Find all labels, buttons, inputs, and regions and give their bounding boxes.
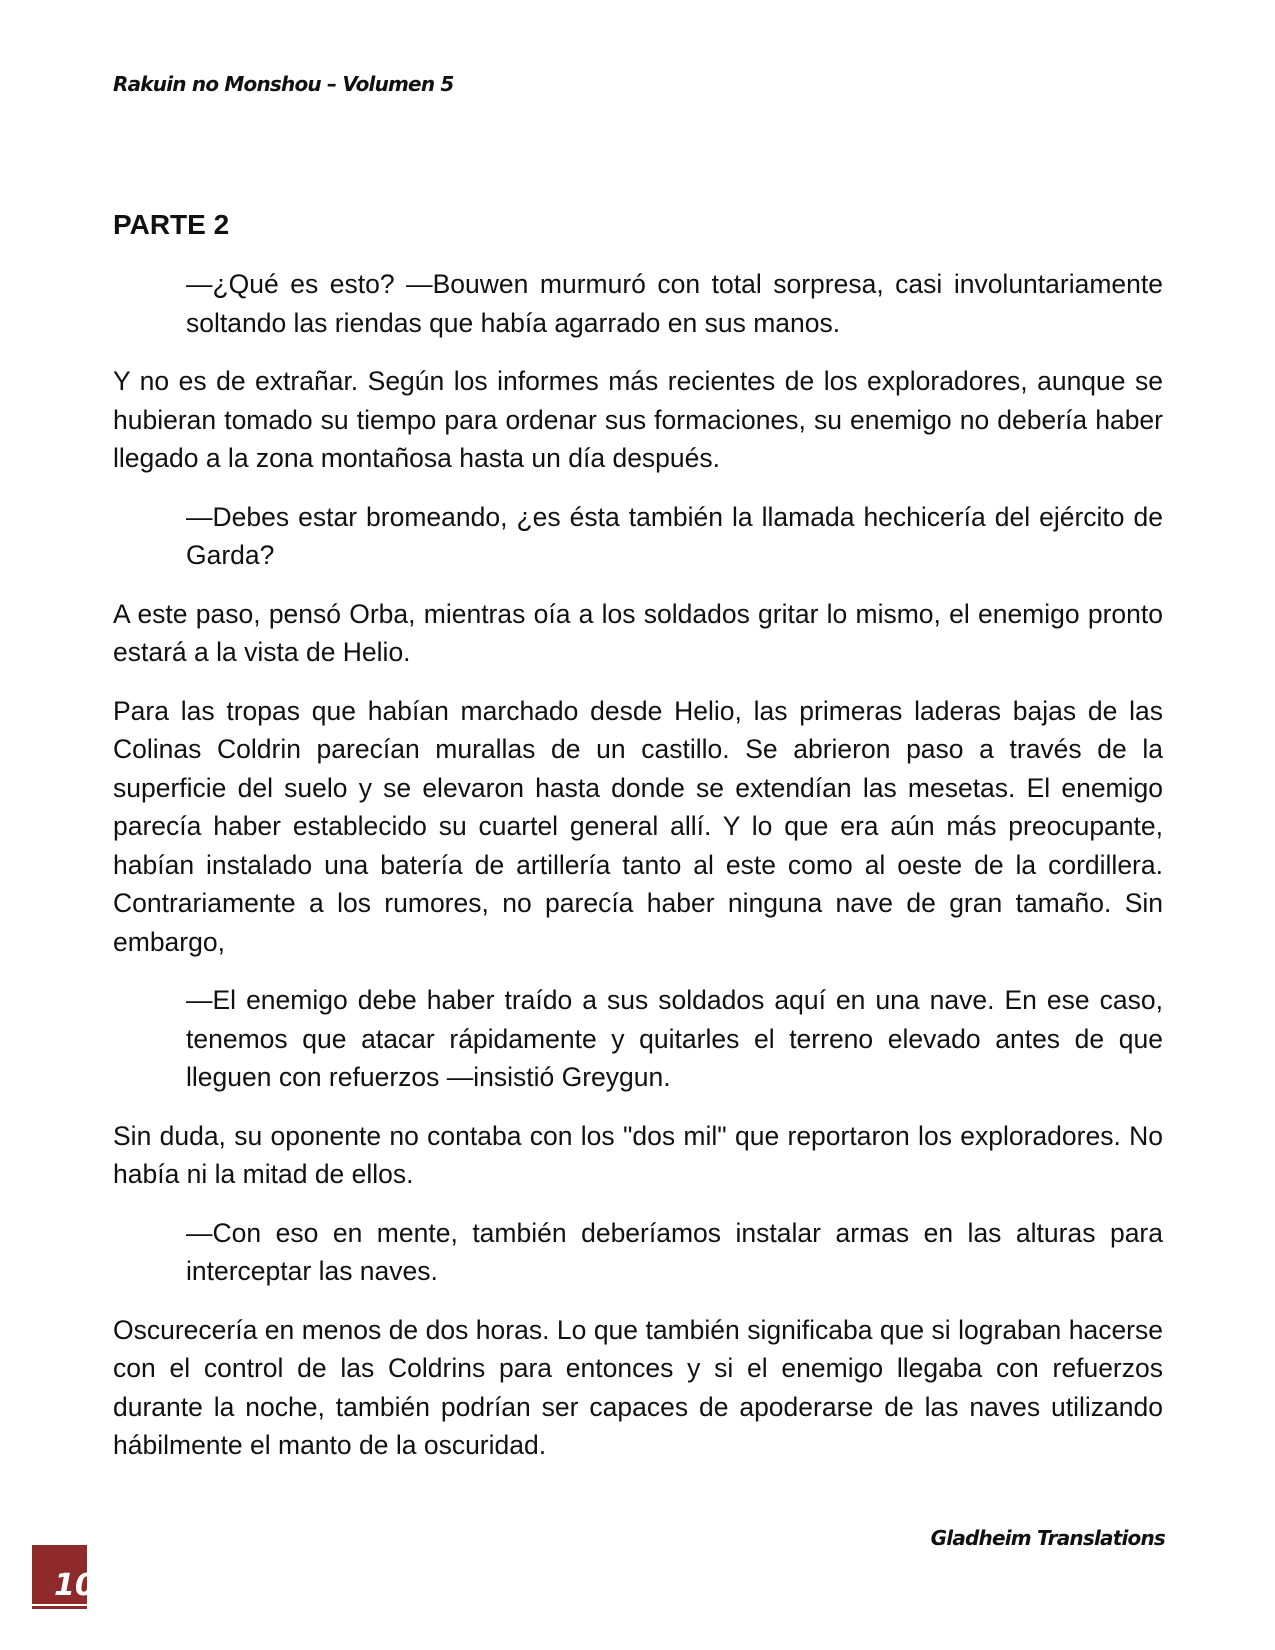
page-number-underline bbox=[32, 1604, 87, 1606]
paragraph-dialogue: —Con eso en mente, también deberíamos instalar armas en las alturas para interceptar las naves. bbox=[186, 1217, 1163, 1286]
paragraph-narration: Oscurecería en menos de dos horas. Lo que también significaba que si lograban hacerse con el control de las Coldrins para entonces y si el enemigo llegaba con refuerzos durante la noche, también podrían ser capaces de apoderarse de las naves utilizando hábilmente el manto de la oscuridad. bbox=[113, 1314, 1163, 1460]
footer-credit: Gladheim Translations bbox=[930, 1526, 1165, 1550]
page-number-box bbox=[32, 1545, 96, 1609]
paragraph-dialogue: —¿Qué es esto? —Bouwen murmuró con total sorpresa, casi involuntariamente soltando las riendas que había agarrado en sus manos. bbox=[186, 269, 1163, 338]
paragraph-narration: Para las tropas que habían marchado desde Helio, las primeras laderas bajas de las Colinas Coldrin parecían murallas de un castillo. Se abrieron paso a través de la superficie del suelo y se elevaron hasta donde se extendían las mesetas. El enemigo parecía haber establecido su cuartel general allí. Y lo que era aún más preocupante, habían instalado una batería de artillería tanto al este como al oeste de la cordillera. Contrariamente a los rumores, no parecía haber ninguna nave de gran tamaño. Sin embargo, bbox=[113, 695, 1163, 957]
page-number: 10 bbox=[54, 1568, 96, 1603]
section-heading: PARTE 2 bbox=[113, 209, 230, 240]
paragraph-dialogue: —El enemigo debe haber traído a sus soldados aquí en una nave. En ese caso, tenemos que atacar rápidamente y quitarles el terreno elevado antes de que lleguen con refuerzos —insistió Greygun. bbox=[186, 985, 1163, 1092]
paragraph-narration: Sin duda, su oponente no contaba con los "dos mil" que reportaron los exploradores. No había ni la mitad de ellos. bbox=[113, 1120, 1163, 1189]
paragraph-narration: A este paso, pensó Orba, mientras oía a los soldados gritar lo mismo, el enemigo pronto estará a la vista de Helio. bbox=[113, 598, 1163, 667]
paragraph-narration: Y no es de extrañar. Según los informes más recientes de los exploradores, aunque se hubieran tomado su tiempo para ordenar sus formaciones, su enemigo no debería haber llegado a la zona montañosa hasta un día después. bbox=[113, 366, 1163, 473]
body-text bbox=[113, 265, 1163, 1485]
paragraph-dialogue: —Debes estar bromeando, ¿es ésta también la llamada hechicería del ejército de Garda? bbox=[186, 501, 1163, 570]
running-header-title: Rakuin no Monshou – Volumen 5 bbox=[113, 72, 454, 96]
